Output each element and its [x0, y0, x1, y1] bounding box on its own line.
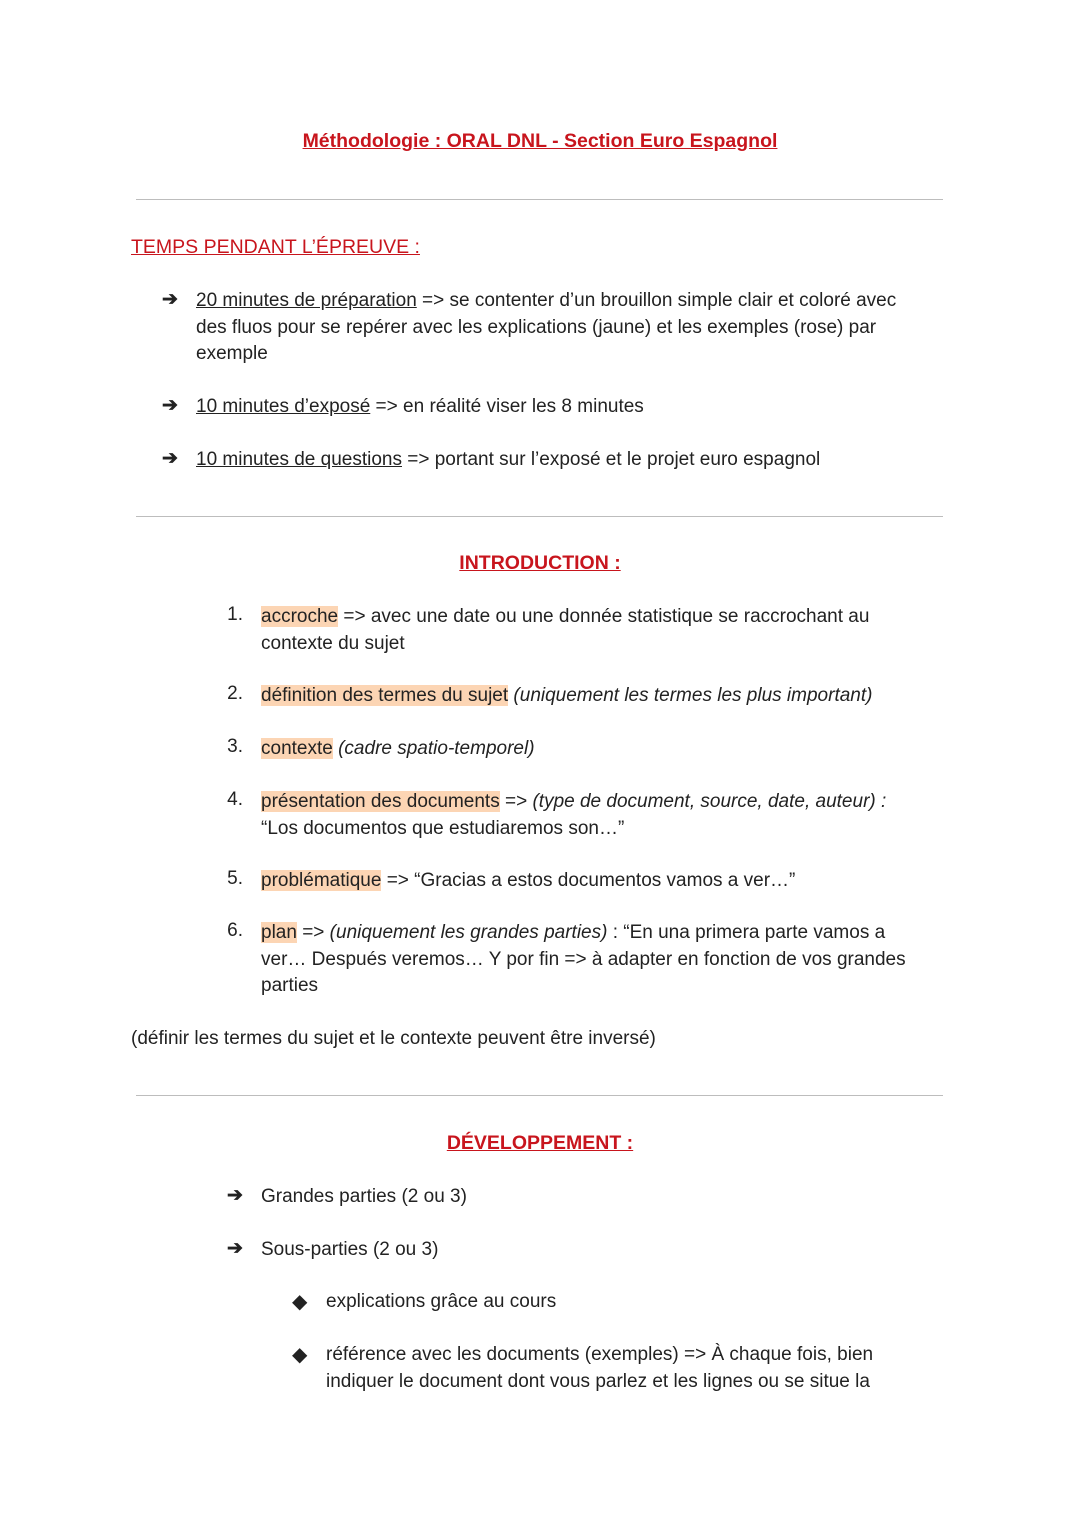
item-text: => en réalité viser les 8 minutes — [370, 396, 644, 417]
diamond-bullet-icon: ◆ — [292, 1291, 308, 1313]
highlight-term: présentation des documents — [261, 791, 500, 812]
highlight-term: définition des termes du sujet — [261, 685, 509, 706]
divider — [136, 199, 943, 200]
item-italic: (uniquement les grandes parties) — [329, 922, 608, 943]
arrow-icon: ➔ — [227, 1185, 243, 1206]
item-text: contexte du sujet — [261, 632, 405, 654]
intro-item-1 — [227, 604, 870, 657]
item-italic: (cadre spatio-temporel) — [332, 738, 535, 759]
section-heading-introduction: INTRODUCTION : — [459, 552, 621, 574]
intro-item-3 — [227, 736, 535, 763]
dev-arrow-item — [227, 1184, 467, 1211]
item-text: => se contenter d’un brouillon simple clair et coloré avec — [416, 290, 897, 311]
item-number: 5. — [227, 868, 243, 889]
item-text: ver… Después veremos… Y por fin => à adapter en fonction de vos grandes — [261, 948, 906, 970]
divider — [136, 516, 943, 517]
arrow-icon: ➔ — [162, 395, 178, 416]
item-text: => avec une date ou une donnée statistique se raccrochant au — [338, 606, 870, 627]
intro-item-2 — [227, 683, 873, 710]
item-number: 4. — [227, 789, 243, 810]
item-label: 10 minutes d’exposé — [196, 396, 371, 417]
dev-bullet-item — [292, 1289, 557, 1316]
item-text: indiquer le document dont vous parlez et les lignes ou se situe la — [326, 1370, 870, 1392]
item-text: parties — [261, 975, 319, 996]
item-text: des fluos pour se repérer avec les explications (jaune) et les exemples (rose) par — [196, 316, 877, 338]
item-text: référence avec les documents (exemples) => À chaque fois, bien — [326, 1344, 874, 1365]
item-text: => portant sur l’exposé et le projet euro espagnol — [401, 449, 821, 470]
page-title: Méthodologie : ORAL DNL - Section Euro Espagnol — [302, 130, 778, 152]
arrow-icon: ➔ — [162, 289, 178, 310]
item-text: Sous-parties (2 ou 3) — [261, 1239, 439, 1260]
item-text: : “En una primera parte vamos a — [607, 922, 886, 943]
temps-item-preparation — [162, 288, 897, 368]
item-number: 6. — [227, 920, 243, 941]
dev-bullet-item — [292, 1342, 874, 1395]
intro-item-6 — [227, 920, 906, 1000]
item-italic: (uniquement les termes les plus important) — [508, 685, 873, 706]
arrow-icon: ➔ — [162, 448, 178, 469]
intro-item-4 — [227, 789, 887, 842]
diamond-bullet-icon: ◆ — [292, 1344, 308, 1366]
item-number: 2. — [227, 683, 243, 704]
intro-item-5 — [227, 868, 796, 895]
highlight-term: plan — [261, 922, 297, 943]
item-text: => “Gracias a estos documentos vamos a ver…” — [381, 870, 796, 891]
item-text: explications grâce au cours — [326, 1291, 557, 1312]
item-italic: (type de document, source, date, auteur) : — [532, 791, 887, 812]
intro-note: (définir les termes du sujet et le contexte peuvent être inversé) — [131, 1028, 656, 1049]
item-number: 1. — [227, 604, 243, 625]
item-text: exemple — [196, 343, 268, 364]
item-label: 20 minutes de préparation — [196, 290, 417, 311]
item-number: 3. — [227, 736, 243, 757]
item-text: => — [499, 791, 533, 812]
dev-arrow-item — [227, 1237, 439, 1264]
section-heading-developpement: DÉVELOPPEMENT : — [446, 1132, 634, 1154]
item-text: Grandes parties (2 ou 3) — [261, 1186, 467, 1207]
item-text: “Los documentos que estudiaremos son…” — [261, 817, 625, 839]
section-heading-temps: TEMPS PENDANT L’ÉPREUVE : — [131, 236, 420, 258]
temps-item-expose — [162, 394, 644, 421]
item-label: 10 minutes de questions — [196, 449, 402, 470]
item-text: => — [296, 922, 330, 943]
highlight-term: problématique — [261, 870, 382, 891]
highlight-term: accroche — [261, 606, 339, 627]
highlight-term: contexte — [261, 738, 333, 759]
arrow-icon: ➔ — [227, 1238, 243, 1259]
divider — [136, 1095, 943, 1096]
temps-item-questions — [162, 447, 821, 474]
